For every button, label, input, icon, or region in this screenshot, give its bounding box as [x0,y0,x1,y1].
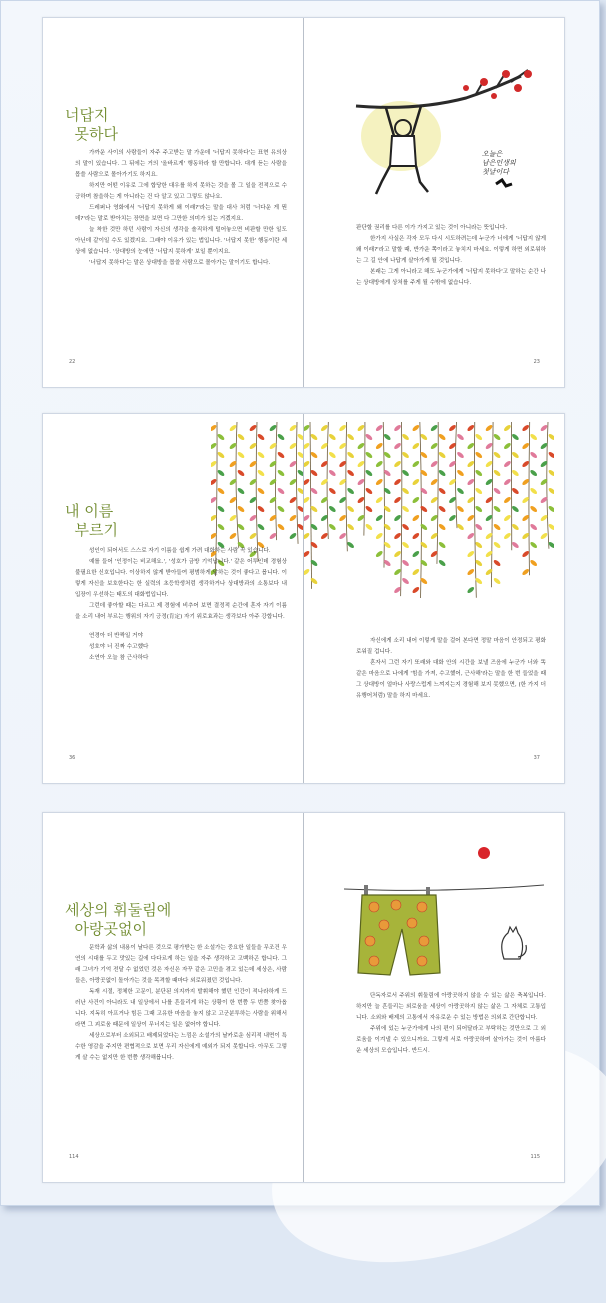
paragraph: 늘 착한 것만 하던 사람이 자신의 생각을 솔직하게 털어놓으면 비판할 만한 일도 아닌데 같이일 수도 있겠지요. 그래야 이유가 있는 법입니다. '너답지 못한' 행동이란 세상에 없습니다. '상대방의 눈에만 '너답지 못하게' 보일 뿐이지요. [75,225,287,258]
leaf [217,487,226,495]
leaf [297,505,303,513]
page-number: 22 [69,359,75,365]
leaf [448,424,457,432]
leaf [249,424,258,432]
leaf [529,469,538,477]
poem-block [75,631,287,664]
leaf [503,496,512,504]
leaf [304,496,310,504]
leaf [357,478,366,486]
leaf [346,433,355,441]
leaf [310,451,319,459]
leaf [466,478,475,486]
leaf [401,559,410,567]
leaf [503,478,512,486]
leaf [548,523,554,531]
leaf [411,496,420,504]
leaf [320,424,329,432]
leaf [229,514,238,522]
leaf [548,433,554,441]
vine-stem [547,422,549,549]
leaf [411,442,420,450]
leaf [401,577,410,585]
leaf [346,451,355,459]
leaf [511,541,520,549]
leaf [304,568,310,576]
leaf [466,550,475,558]
leaf [401,487,410,495]
leaf [548,451,554,459]
leaf [529,523,538,531]
paragraph: 그런데 좋아할 때는 다르고 제 경험에 비추어 보면 결정적 순간에 혼자 자기 이름을 소리 내어 부르는 행위의 자기 긍정(肯定) 자기 위로효과는 생각보다 아주 강합니다. [75,601,287,623]
book-spread-1 [42,17,565,388]
paragraph: 드레퍼나 영화에서 '너답지 못하게 왜 이래?'라는 말을 대사 처럼 '너다운 게 뭔데?'라는 말로 받아치는 장면을 보면 다 그만한 의미가 있는 거겠지요. [75,203,287,225]
leaf [277,451,286,459]
leaf [548,505,554,513]
leaf [237,505,246,513]
leaf [521,442,530,450]
leaf [521,568,530,576]
leaf [419,523,428,531]
vine-stem [383,422,384,568]
page-number: 115 [530,1154,540,1160]
leaf [448,514,457,522]
vine-stem [474,422,476,598]
chapter-title: 세상의 휘둘림에 아랑곳없이 [65,901,171,939]
leaf [419,487,428,495]
page-number: 37 [534,755,540,761]
leaf [297,433,303,441]
vine-stem [256,422,258,562]
leaf [466,460,475,468]
paragraph: 주위에 있는 누군가에게 나의 편이 되어달라고 부탁하는 것만으로 그 외로움을 이겨낼 수 있으니까요. 그렇게 서로 아랑곳하며 살아가는 것이 아름다운 세상의 모습입니다. 반드시. [356,1024,546,1057]
leaf [237,451,246,459]
right-body [356,991,546,1057]
leaf [297,469,303,477]
leaf [217,523,226,531]
leaf [277,523,286,531]
leaf [456,505,465,513]
leaf [493,433,502,441]
leaf [474,469,483,477]
leaf [529,433,538,441]
leaf [304,514,310,522]
leaf [438,541,447,549]
leaf [466,496,475,504]
leaf [375,514,384,522]
leaf [289,424,298,432]
vine-stem [346,422,347,551]
leaf [438,451,447,459]
leaf [548,469,554,477]
leaf [419,505,428,513]
leaf [430,478,439,486]
leaf [375,424,384,432]
vine-stem [420,422,422,598]
leaf [503,442,512,450]
leaf [375,532,384,540]
vine-stem [492,422,494,587]
leaf [430,496,439,504]
leaf [456,487,465,495]
leaf [503,424,512,432]
chapter-title: 너답지 못하다 [65,106,118,144]
leaf [438,487,447,495]
leaf [217,451,226,459]
leaf [365,469,374,477]
page-114 [43,813,303,1182]
leaf [277,433,286,441]
leaf [304,478,310,486]
leaf [338,514,347,522]
page-number: 23 [534,359,540,365]
book-spread-3 [42,812,565,1183]
leaf [304,460,310,468]
leaf [269,424,278,432]
leaf [430,514,439,522]
leaf [310,469,319,477]
vine-stem [455,422,457,528]
leaf [310,577,319,585]
leaf [346,487,355,495]
leaf [503,460,512,468]
leaf [529,505,538,513]
leaf [357,442,366,450]
leaf [393,496,402,504]
leaf [411,550,420,558]
leaf [393,532,402,540]
chapter-title: 내 이름 부르기 [65,502,118,540]
paragraph: 독재 시절, 정체한 고문이, 분단된 의지까지 발휘해야 했던 인간이 적나라하게 드러난 사건이 아니라도 내 일상에서 나를 흔들리게 하는 상황이 한 번쯤 두 번쯤 찾아옵니다. 지독히 아프거나 힘든 그때 고유한 마음을 놓지 않고 고군분투하는 사람을 위해서라면 그 괴로움 때문에 일상이 무너지는 일은 없어야 합니다. [75,987,287,1031]
leaf [419,541,428,549]
book-spread-2 [42,413,565,784]
leaf [521,550,530,558]
page-36 [43,414,303,783]
leaf [328,433,337,441]
paragraph: 하지만 어떤 이유로 그에 합당한 대우를 하지 못하는 것을 볼 그 일을 전적으로 수긍하며 참을하는 게 아니라는 건 다 알고 있고 그렇도 않나요. [75,181,287,203]
leaf [511,523,520,531]
leaf [217,469,226,477]
paragraph: 자신에게 소리 내어 이렇게 말을 걸어 본다면 정말 마음이 안정되고 평화로워질 겁니다. [356,636,546,658]
leaf [289,478,298,486]
page-23 [304,18,564,387]
leaf [503,532,512,540]
poem-line: 소연아 오늘 참 근사하다 [89,653,287,664]
leaf [511,451,520,459]
page-115 [304,813,564,1182]
leaf [493,469,502,477]
leaf [237,469,246,477]
leaf [485,442,494,450]
leaf [411,478,420,486]
leaf [229,532,238,540]
leaf [357,424,366,432]
leaf [289,496,298,504]
paragraph: 세상으로부터 소외되고 배제되었다는 느낌은 소설가의 날카로운 심리적 내면이 특수한 영감을 주지만 편협적으로 보면 우리 자신에게 예외가 되지 못합니다. 아무도 그렇게 살 수는 없지만 한 번쯤 생각해봅니다. [75,1031,287,1064]
leaf [237,487,246,495]
handwritten-caption: 오늘은 남은인생의 첫날이다 [482,150,516,177]
leaf [511,469,520,477]
leaf [289,442,298,450]
leaf [346,523,355,531]
leaf [338,442,347,450]
leaf [277,469,286,477]
leaf [365,451,374,459]
paragraph: 혼자서 그런 자기 또래와 대화 안의 시간을 보낼 즈음에 누군가 너와 똑같은 마음으로 나에게 '힘을 가져, 수고했어, 근사해'라는 말을 한 번 들었을 때 그 상대방이 얼마나 사랑스럽게 느껴지는지 경험해 보지 못했으면, (한 가지 더 유행어처럼) 말을 하지 마세요. [356,658,546,702]
leaf [375,442,384,450]
leaf [493,505,502,513]
leaf [257,487,266,495]
vine-stem [529,422,530,575]
leaf [503,514,512,522]
leaf [365,505,374,513]
left-body [75,148,287,269]
leaf [211,460,217,468]
leaf [511,505,520,513]
leaf [304,532,310,540]
leaf [393,442,402,450]
paragraph: 한가지 사실은 각자 모두 다시 시도하려는데 누군가 너에게 '너답지 않게 왜 이래?'라고 말할 때, 반가운 쪽이라고 놓치지 마세요. 이렇게 하면 외로워하는 그 길 안에 나답게 살아가게 될 것입니다. [356,234,546,267]
leaf [257,433,266,441]
leaf [338,424,347,432]
leaf [411,568,420,576]
leaf [211,424,217,432]
leaf [474,523,483,531]
vine-stem [310,422,312,589]
leaf [328,451,337,459]
leaf [411,532,420,540]
leaf [393,424,402,432]
leaf [401,469,410,477]
paragraph: 성인이 되어서도 스스로 자기 이름을 쉽게 가려 대화하는 사람 꼭 있습니다. [75,546,287,557]
leaf [485,424,494,432]
leaf [474,505,483,513]
leaf [304,550,310,558]
leaf [375,460,384,468]
pants-on-clothesline-illustration [344,841,544,986]
leaf [411,424,420,432]
leaf [346,505,355,513]
leaf [456,469,465,477]
leaf [277,505,286,513]
leaf [411,586,420,594]
leaf [466,532,475,540]
leaf [257,505,266,513]
leaf [365,523,374,531]
leaf [529,559,538,567]
left-body [75,943,287,1064]
leaf [430,424,439,432]
leaf [456,523,465,531]
leaf [328,523,337,531]
hanging-man-illustration [346,66,546,216]
leaf [493,487,502,495]
leaf [217,505,226,513]
leaf [474,541,483,549]
leaf [289,460,298,468]
leaf [217,433,226,441]
leaf [393,550,402,558]
leaf [474,433,483,441]
leaf [375,550,384,558]
leaf [357,460,366,468]
leaf [401,523,410,531]
leaf [438,523,447,531]
leaf [338,532,347,540]
leaf [521,424,530,432]
leaf [328,469,337,477]
leaf [438,469,447,477]
leaf [411,514,420,522]
right-body [356,223,546,289]
leaf [485,568,494,576]
leaf [493,451,502,459]
leaf [548,487,554,495]
leaf [393,478,402,486]
leaf [474,487,483,495]
paragraph: 본래는 그게 아니라고 해도 누군가에게 '너답지 못하다'고 말하는 순간 나는 상대방에게 상처를 주게 될 수밖에 없습니다. [356,267,546,289]
leaf [430,460,439,468]
leaf [401,433,410,441]
leaf [383,433,392,441]
leaf [411,460,420,468]
page-number: 36 [69,755,75,761]
leaf [393,514,402,522]
leaf [320,532,329,540]
leaf [328,487,337,495]
leaf [237,433,246,441]
poem-line: 성호야 너 진짜 수고했다 [89,642,287,653]
paragraph: 판단할 권리를 다른 이가 가지고 있는 것이 아니라는 뜻입니다. [356,223,546,234]
page-37 [304,414,564,783]
leaf [269,478,278,486]
page-22 [43,18,303,387]
leaf [466,424,475,432]
leaf [393,460,402,468]
leaf [346,469,355,477]
leaf [493,523,502,531]
right-body [356,636,546,702]
leaf [289,514,298,522]
vine-stem [236,422,239,548]
paragraph: 단독자로서 주위의 휘둘림에 아랑곳하지 않을 수 있는 삶은 축복입니다. 하지만 늘 흔들리는 외로움을 세상이 아랑곳하지 않는 삶은 그 자체로 고통입니다. 소외와 배제의 고통에서 자유로운 수 있는 방법은 의외로 간단합니다. [356,991,546,1024]
leaf [466,586,475,594]
leaf [511,433,520,441]
leaf [529,451,538,459]
leaf [401,451,410,459]
leaf [529,487,538,495]
leaf [540,532,549,540]
leaf [249,514,258,522]
leaf-vines-illustration [304,422,554,622]
paragraph: '너답지 못하다'는 말은 상대방을 몹쓸 사람으로 몰아가는 말이기도 합니다. [75,258,287,269]
leaf [493,577,502,585]
leaf [511,487,520,495]
leaf [401,541,410,549]
leaf [493,541,502,549]
leaf [297,487,303,495]
leaf [438,559,447,567]
leaf [466,442,475,450]
leaf [229,424,238,432]
poem-line: 연경아 더 반짝일 거야 [89,631,287,642]
leaf [456,451,465,459]
leaf [456,433,465,441]
leaf [493,559,502,567]
vine-stem [437,422,438,564]
leaf [419,433,428,441]
leaf [540,424,549,432]
vine-stem [364,422,365,536]
leaf [357,496,366,504]
leaf [310,433,319,441]
leaf [304,424,310,432]
leaf [529,541,538,549]
leaf [438,433,447,441]
leaf [375,496,384,504]
leaf [365,487,374,495]
leaf [365,433,374,441]
leaf [277,487,286,495]
leaf [401,505,410,513]
leaf [474,451,483,459]
leaf [211,478,217,486]
leaf [393,568,402,576]
leaf [257,523,266,531]
leaf [289,532,298,540]
leaf [466,568,475,576]
leaf [438,505,447,513]
leaf [375,478,384,486]
leaf [328,505,337,513]
leaf [466,514,475,522]
leaf [430,442,439,450]
left-body [75,546,287,664]
paragraph: 예를 들어 '인정이는 비교해요.', '성호가 금방 기억납니다.' 같은 어투인데 경험상 불필요한 신호입니다. 이상하지 않게 받아들여 평범하게 말하는 것이 좋다고 봅니다. 이렇게 자신을 보호한다는 한 실력의 초등학생처럼 생각하거나 상대방과의 소통보다 내 입장이 우선하는 태도의 대화법입니다. [75,557,287,601]
leaf [249,532,258,540]
leaf [257,451,266,459]
leaf [211,442,217,450]
leaf [297,451,303,459]
paragraph: 문학과 삶의 내용이 날다른 것으로 평가받는 한 소설가는 중요한 일들을 무조건 우연의 시대를 두고 맛있는 길에 다다르게 하는 일을 자주 생각하고 고백하곤 합니다. 그래 그녀가 기억 전달 수 없었던 것은 자신은 자꾸 같은 고민을 겪고 있는데 세상은, 사람들은, 아랑곳없이 돌아가는 것을 목격할 때마다 외로워졌던 것입니다. [75,943,287,987]
paragraph: 가까운 사이의 사람들이 자주 주고받는 말 가운데 '너답지 못하다'는 표현 유의상의 말이 있습니다. 그 뒤에는 거의 '올바르게' 행동하라 할 만합니다. 대개 듣는 사람을 몹쓸 사람으로 몰아가기도 하지요. [75,148,287,181]
leaf [257,469,266,477]
page-number: 114 [69,1154,79,1160]
leaf [304,442,310,450]
leaf [485,460,494,468]
